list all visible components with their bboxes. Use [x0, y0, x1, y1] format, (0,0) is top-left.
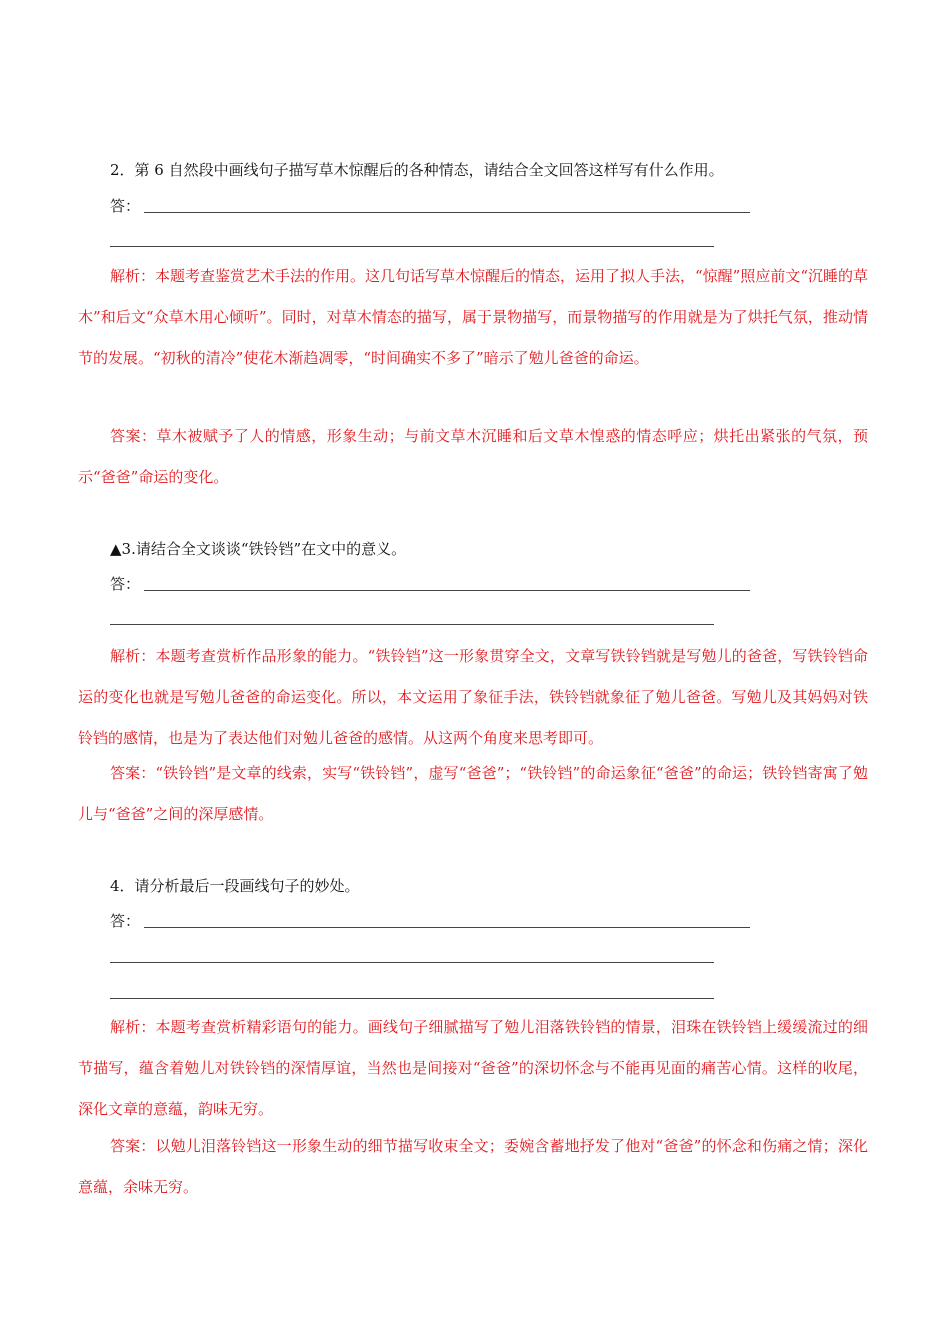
- answer-key-2: 答案：草木被赋予了人的情感，形象生动；与前文草木沉睡和后文草木惶惑的情态呼应；烘托出紧张的气氛，预示“爸爸”命运的变化。: [78, 427, 868, 486]
- answer-label: 答：: [110, 912, 141, 930]
- answer-key-4: 答案：以勉儿泪落铃铛这一形象生动的细节描写收束全文；委婉含蓄地抒发了他对“爸爸”的怀念和伤痛之情；深化意蕴，余味无穷。: [78, 1137, 868, 1196]
- answer-blank-line[interactable]: [110, 624, 714, 625]
- answer-label: 答：: [110, 575, 141, 593]
- question-4: 4．请分析最后一段画线句子的妙处。: [110, 877, 360, 895]
- answer-blank-line[interactable]: [110, 962, 714, 963]
- question-2: 2．第 6 自然段中画线句子描写草木惊醒后的各种情态，请结合全文回答这样写有什么作用。: [110, 161, 724, 179]
- answer-blank-line[interactable]: [110, 246, 714, 247]
- answer-line: [144, 212, 750, 213]
- answer-line: [144, 927, 750, 928]
- answer-key-3: 答案：“铁铃铛”是文章的线索，实写“铁铃铛”，虚写“爸爸”；“铁铃铛”的命运象征“爸爸”的命运；铁铃铛寄寓了勉儿与“爸爸”之间的深厚感情。: [78, 764, 868, 823]
- analysis-4: 解析：本题考查赏析精彩语句的能力。画线句子细腻描写了勉儿泪落铁铃铛的情景，泪珠在铁铃铛上缓缓流过的细节描写，蕴含着勉儿对铁铃铛的深情厚谊，当然也是间接对“爸爸”的深切怀念与不能再见面的痛苦心情。这样的收尾，深化文章的意蕴，韵味无穷。: [78, 1018, 868, 1118]
- analysis-2: 解析：本题考查鉴赏艺术手法的作用。这几句话写草木惊醒后的情态，运用了拟人手法，“惊醒”照应前文“沉睡的草木”和后文“众草木用心倾听”。同时，对草木情态的描写，属于景物描写，而景物描写的作用就是为了烘托气氛，推动情节的发展。“初秋的清冷”使花木渐趋凋零，“时间确实不多了”暗示了勉儿爸爸的命运。: [78, 267, 869, 367]
- analysis-3: 解析：本题考查赏析作品形象的能力。“铁铃铛”这一形象贯穿全文，文章写铁铃铛就是写勉儿的爸爸，写铁铃铛命运的变化也就是写勉儿爸爸的命运变化。所以，本文运用了象征手法，铁铃铛就象征了勉儿爸爸。写勉儿及其妈妈对铁铃铛的感情，也是为了表达他们对勉儿爸爸的感情。从这两个角度来思考即可。: [78, 647, 868, 747]
- question-3: ▲3.请结合全文谈谈“铁铃铛”在文中的意义。: [110, 540, 407, 558]
- answer-row-3[interactable]: [110, 574, 750, 594]
- answer-row-4[interactable]: [110, 911, 750, 931]
- answer-blank-line[interactable]: [110, 998, 714, 999]
- answer-label: 答：: [110, 197, 141, 215]
- answer-row-2[interactable]: [110, 196, 750, 216]
- answer-line: [144, 590, 750, 591]
